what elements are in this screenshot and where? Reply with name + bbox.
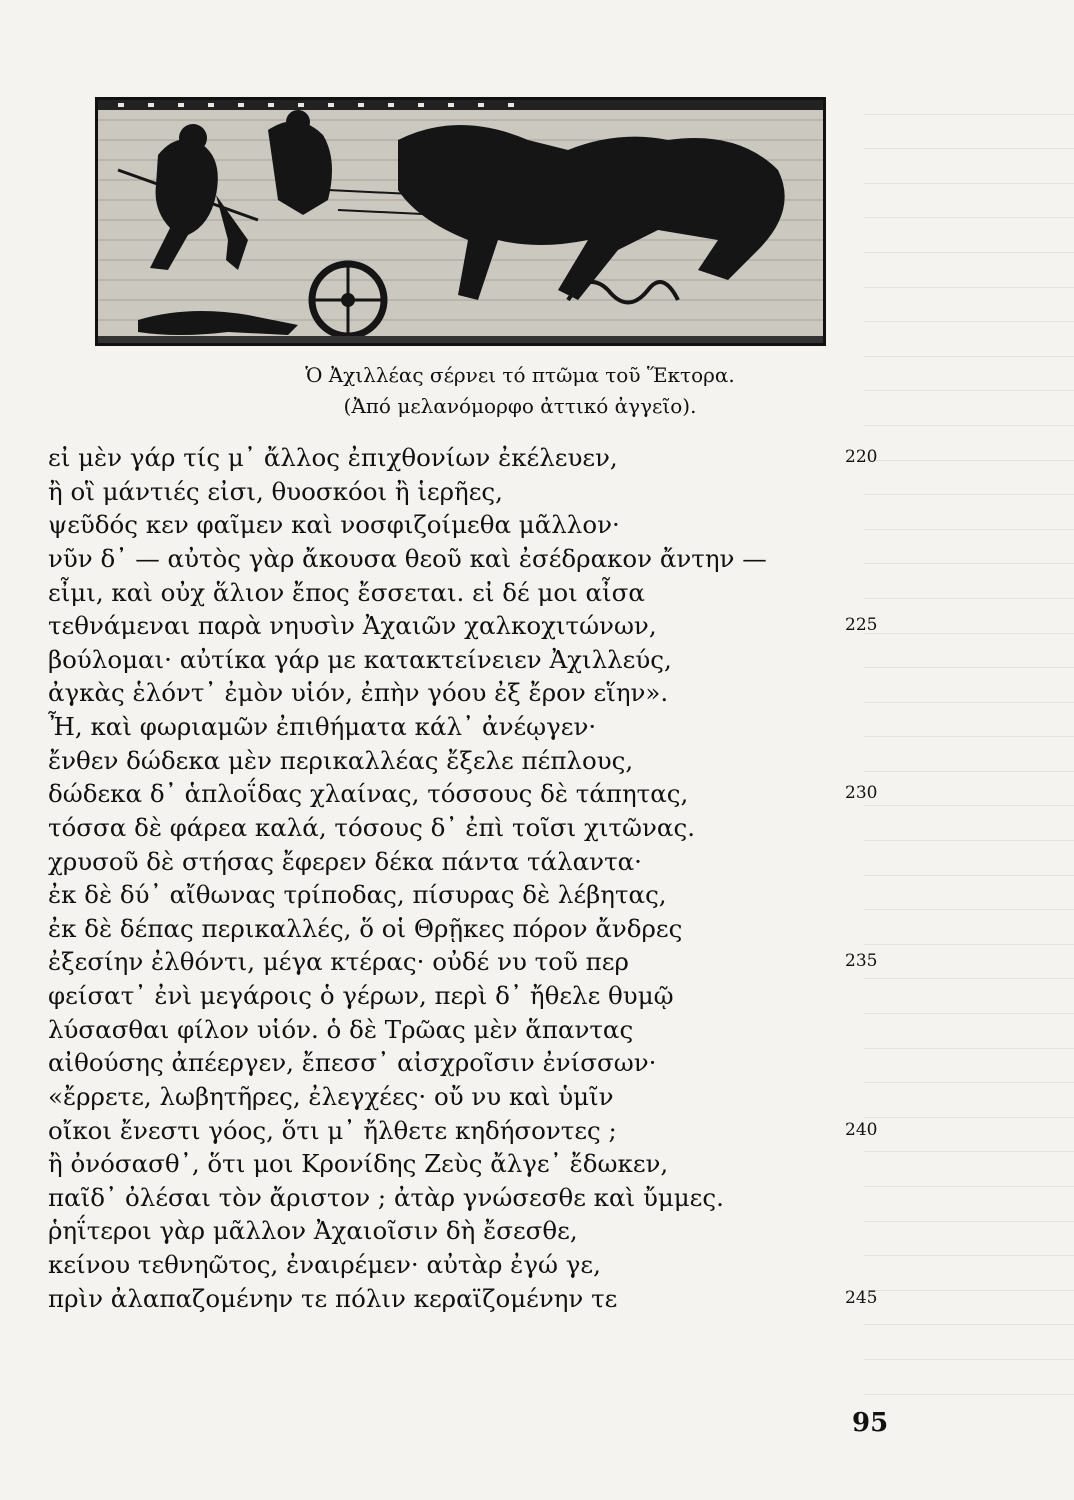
verse-line (48, 912, 888, 946)
line-number: 230 (845, 783, 878, 804)
verse-line (48, 576, 888, 610)
vase-painting-illustration (95, 97, 826, 346)
verse-text: ἐκ δὲ δέπας περικαλλές, ὅ οἱ Θρῇκες πόρον ἄνδρες (48, 913, 683, 943)
verse-text: φείσατ᾽ ἐνὶ μεγάροις ὁ γέρων, περὶ δ᾽ ἤθελε θυμῷ (48, 981, 674, 1010)
verse-text: ἔνθεν δώδεκα μὲν περικαλλέας ἔξελε πέπλους, (48, 745, 634, 775)
verse-line (48, 542, 888, 576)
line-number: 220 (845, 447, 878, 467)
verse-line (48, 845, 888, 879)
verse-text: «ἔρρετε, λωβητῆρες, ἐλεγχέες· οὔ νυ καὶ ὑμῖν (48, 1081, 614, 1111)
figure-caption-line-1: Ὁ Ἀχιλλέας σέρνει τό πτῶμα τοῦ Ἕκτορα. (305, 363, 735, 387)
verse-line (48, 878, 888, 912)
verse-text: εἶμι, καὶ οὐχ ἅλιον ἔπος ἔσσεται. εἰ δέ μοι αἶσα (48, 577, 645, 607)
line-number: 225 (845, 615, 878, 636)
verse-line (48, 1282, 888, 1316)
verse-line (48, 1080, 888, 1114)
verse-text: χρυσοῦ δὲ στήσας ἔφερεν δέκα πάντα τάλαντα· (48, 846, 642, 876)
verse-text: κείνου τεθνηῶτος, ἐναιρέμεν· αὐτὰρ ἐγώ γε, (48, 1250, 601, 1279)
verse-text: ἢ ὀνόσασθ᾽, ὅτι μοι Κρονίδης Ζεὺς ἄλγε᾽ ἔδωκεν, (48, 1149, 669, 1179)
figure-caption-line-2: (Ἀπό μελανόμορφο ἀττικό ἀγγεῖο). (343, 394, 697, 418)
verse-text: αἰθούσης ἀπέεργεν, ἔπεσσ᾽ αἰσχροῖσιν ἐνίσσων· (48, 1048, 657, 1078)
verse-line (48, 643, 888, 677)
verse-text: πρὶν ἀλαπαζομένην τε πόλιν κεραϊζομένην τε (48, 1283, 618, 1313)
verse-line (48, 1248, 888, 1282)
verse-line (48, 744, 888, 778)
verse-text: βούλομαι· αὐτίκα γάρ με κατακτείνειεν Ἀχιλλεύς, (48, 644, 672, 674)
page-number: 95 (852, 1408, 889, 1438)
line-number: 245 (845, 1287, 878, 1308)
verse-text: ψεῦδός κεν φαῖμεν καὶ νοσφιζοίμεθα μᾶλλον· (48, 510, 620, 540)
verse-text: εἰ μὲν γάρ τίς μ᾽ ἄλλος ἐπιχθονίων ἐκέλευεν, (48, 443, 618, 472)
verse-line (48, 1013, 888, 1047)
verse-block (48, 441, 888, 1315)
verse-text: νῦν δ᾽ — αὐτὸς γὰρ ἄκουσα θεοῦ καὶ ἐσέδρακον ἄντην — (48, 543, 767, 573)
verse-text: ῥηΐτεροι γὰρ μᾶλλον Ἀχαιοῖσιν δὴ ἔσεσθε, (48, 1216, 578, 1246)
line-number: 235 (845, 951, 878, 972)
verse-line (48, 945, 888, 979)
verse-text: ἢ οἳ μάντιές εἰσι, θυοσκόοι ἢ ἱερῆες, (48, 476, 503, 506)
verse-text: δώδεκα δ᾽ ἁπλοΐδας χλαίνας, τόσσους δὲ τάπητας, (48, 779, 689, 809)
verse-line (48, 475, 888, 509)
verse-line (48, 609, 888, 643)
verse-line (48, 1147, 888, 1181)
verse-text: τεθνάμεναι παρὰ νηυσὶν Ἀχαιῶν χαλκοχιτώνων, (48, 611, 657, 641)
verse-text: οἴκοι ἔνεστι γόος, ὅτι μ᾽ ἤλθετε κηδήσοντες ; (48, 1115, 617, 1145)
bleed-through-text (864, 80, 1074, 1360)
verse-text: ἀγκὰς ἑλόντ᾽ ἐμὸν υἱόν, ἐπὴν γόου ἐξ ἔρον εἵην». (48, 678, 669, 708)
verse-text: λύσασθαι φίλον υἱόν. ὁ δὲ Τρῶας μὲν ἅπαντας (48, 1014, 634, 1044)
verse-line (48, 979, 888, 1013)
verse-line (48, 441, 888, 475)
verse-text: Ἦ, καὶ φωριαμῶν ἐπιθήματα κάλ᾽ ἀνέῳγεν· (48, 712, 597, 741)
verse-line (48, 508, 888, 542)
verse-line (48, 777, 888, 811)
line-number: 240 (845, 1119, 878, 1140)
verse-line (48, 1181, 888, 1215)
verse-line (48, 710, 888, 744)
verse-text: ἐκ δὲ δύ᾽ αἴθωνας τρίποδας, πίσυρας δὲ λέβητας, (48, 880, 667, 910)
verse-line (48, 1214, 888, 1248)
verse-text: παῖδ᾽ ὀλέσαι τὸν ἄριστον ; ἀτὰρ γνώσεσθε καὶ ὔμμες. (48, 1182, 724, 1212)
verse-line (48, 811, 888, 845)
verse-line (48, 676, 888, 710)
verse-text: τόσσα δὲ φάρεα καλά, τόσους δ᾽ ἐπὶ τοῖσι χιτῶνας. (48, 812, 695, 842)
verse-text: ἐξεσίην ἐλθόντι, μέγα κτέρας· οὐδέ νυ τοῦ περ (48, 947, 629, 977)
verse-line (48, 1114, 888, 1148)
verse-line (48, 1046, 888, 1080)
